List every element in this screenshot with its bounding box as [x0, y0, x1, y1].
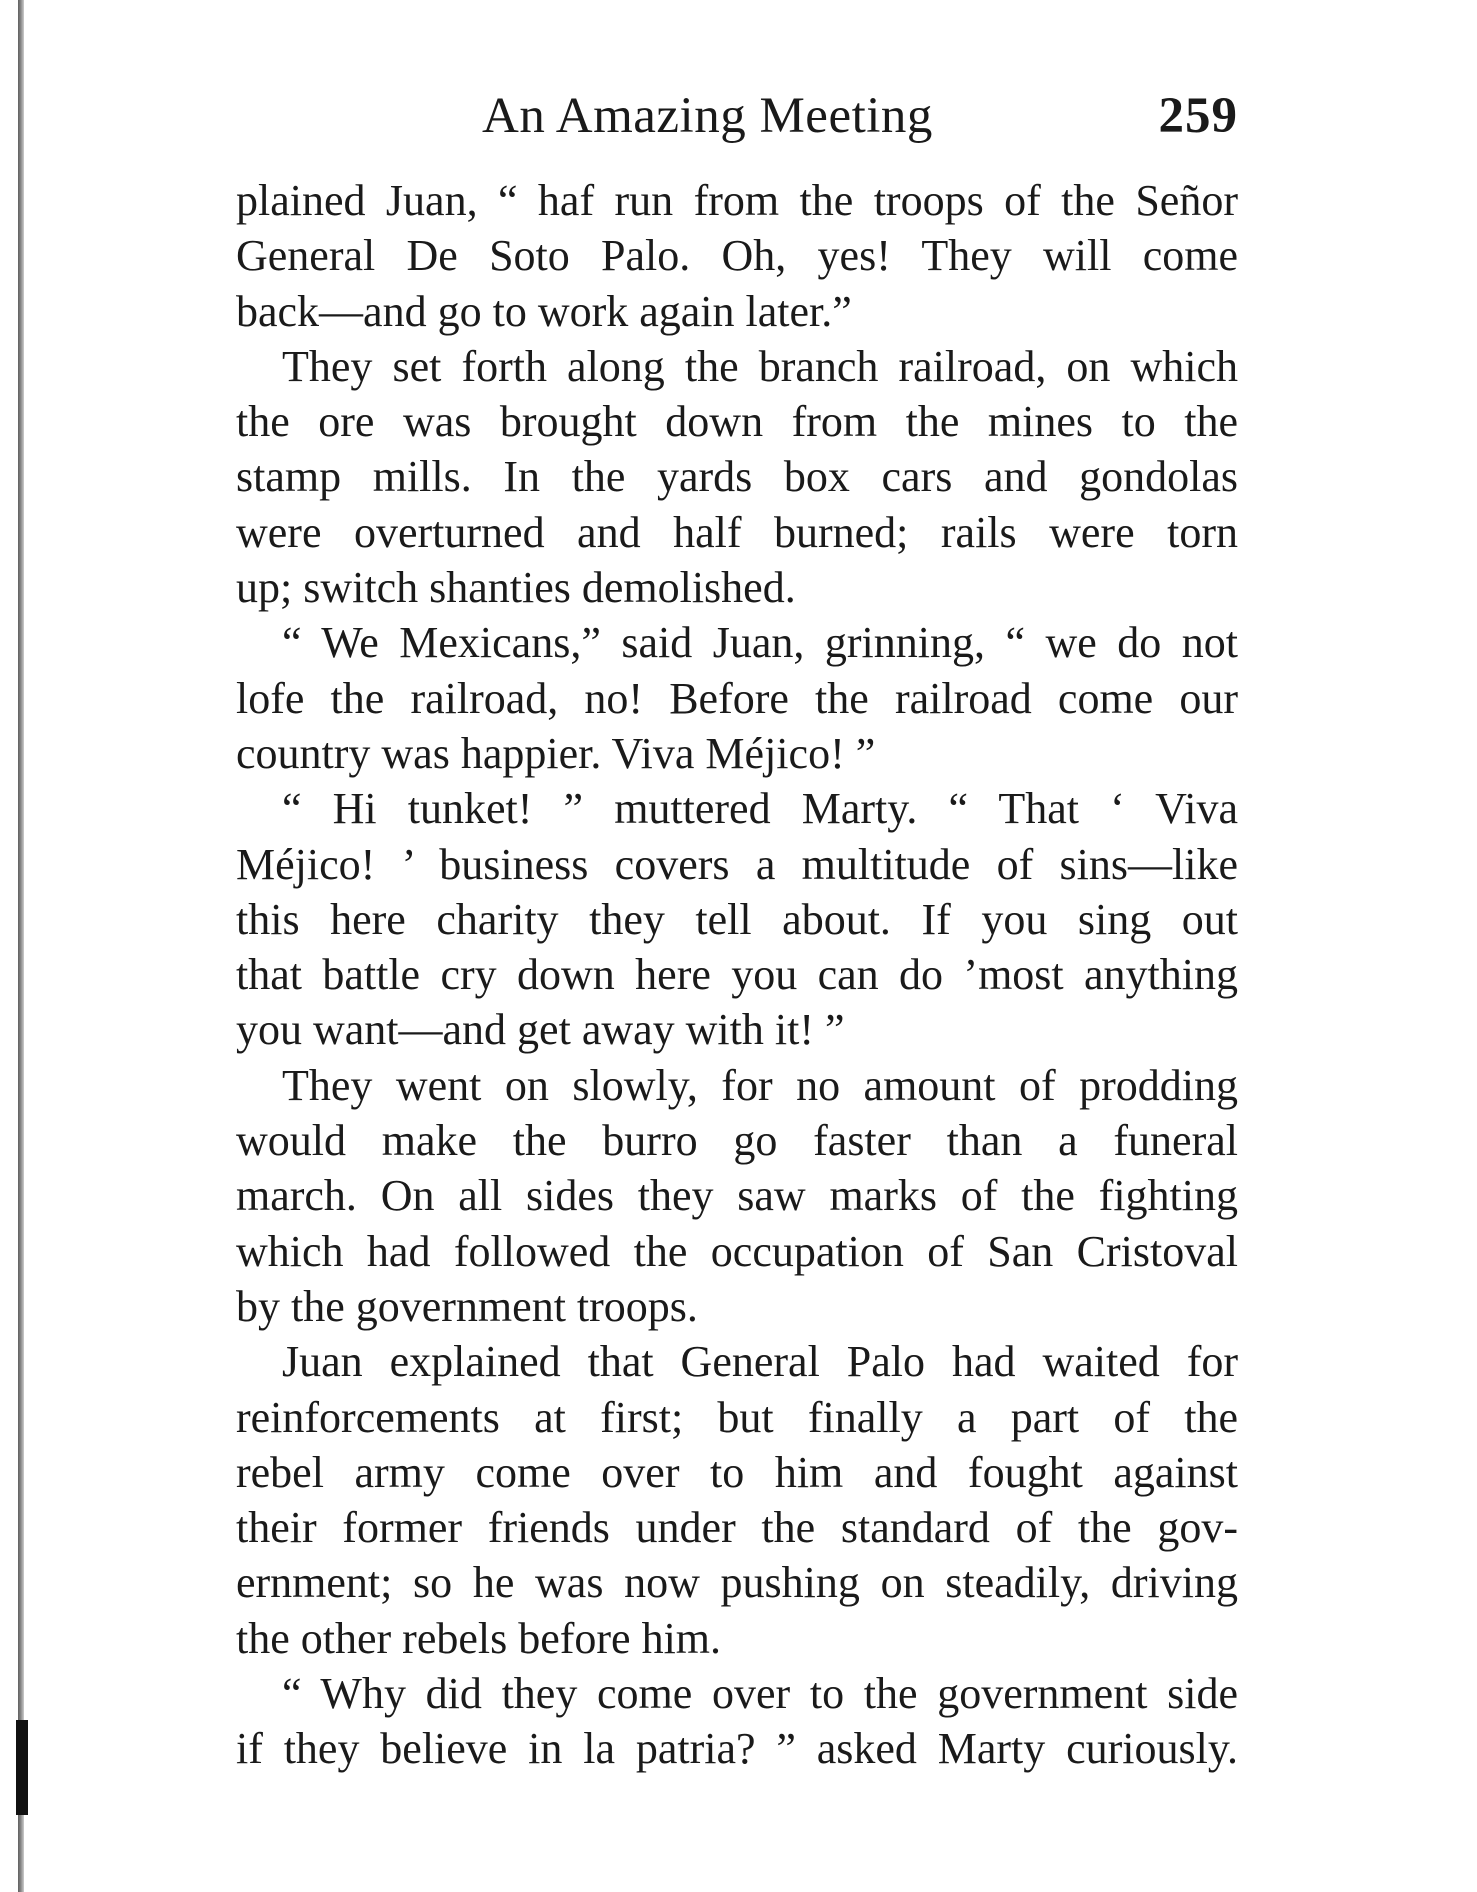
page-header [236, 84, 1238, 148]
text-line: would make the burro go faster than a funeral [236, 1116, 1238, 1166]
text-line: the ore was brought down from the mines to the [236, 397, 1238, 447]
text-line: which had followed the occupation of San Cristoval [236, 1226, 1238, 1276]
body-text [236, 173, 1238, 1777]
text-line: if they believe in la patria? ” asked Marty curiously. [236, 1724, 1238, 1774]
page-number: 259 [1158, 88, 1238, 144]
text-line: up; switch shanties demolished. [236, 563, 796, 613]
text-line: Juan explained that General Palo had waited for [282, 1337, 1238, 1387]
text-line: by the government troops. [236, 1281, 698, 1331]
text-line: They set forth along the branch railroad, on which [282, 341, 1238, 391]
text-line: their former friends under the standard of the gov- [236, 1503, 1238, 1553]
text-line: lofe the railroad, no! Before the railroad come our [236, 673, 1238, 723]
text-line: ernment; so he was now pushing on steadily, driving [236, 1558, 1238, 1608]
binding-edge [18, 0, 24, 1892]
text-line: “ We Mexicans,” said Juan, grinning, “ we do not [282, 618, 1238, 668]
text-line: plained Juan, “ haf run from the troops of the Señor [236, 176, 1238, 225]
text-line: Méjico! ’ business covers a multitude of sins—like [236, 839, 1238, 889]
text-line: General De Soto Palo. Oh, yes! They will come [236, 231, 1238, 281]
binding-shadow [16, 1720, 28, 1815]
text-line: “ Hi tunket! ” muttered Marty. “ That ‘ Viva [282, 784, 1238, 834]
running-title: An Amazing Meeting [482, 88, 933, 144]
text-line: back—and go to work again later.” [236, 286, 852, 336]
text-line: you want—and get away with it! ” [236, 1005, 845, 1055]
text-line: were overturned and half burned; rails were torn [236, 507, 1238, 557]
text-line: that battle cry down here you can do ’most anything [236, 950, 1238, 1000]
text-line: reinforcements at first; but finally a part of the [236, 1392, 1238, 1442]
text-line: stamp mills. In the yards box cars and gondolas [236, 452, 1238, 502]
text-line: this here charity they tell about. If you sing out [236, 894, 1238, 944]
text-line: They went on slowly, for no amount of prodding [282, 1060, 1238, 1110]
text-line: the other rebels before him. [236, 1613, 722, 1663]
text-line: “ Why did they come over to the government side [282, 1669, 1238, 1719]
text-line: country was happier. Viva Méjico! ” [236, 728, 876, 778]
text-line: rebel army come over to him and fought against [236, 1447, 1238, 1497]
text-line: march. On all sides they saw marks of the fighting [236, 1171, 1238, 1221]
